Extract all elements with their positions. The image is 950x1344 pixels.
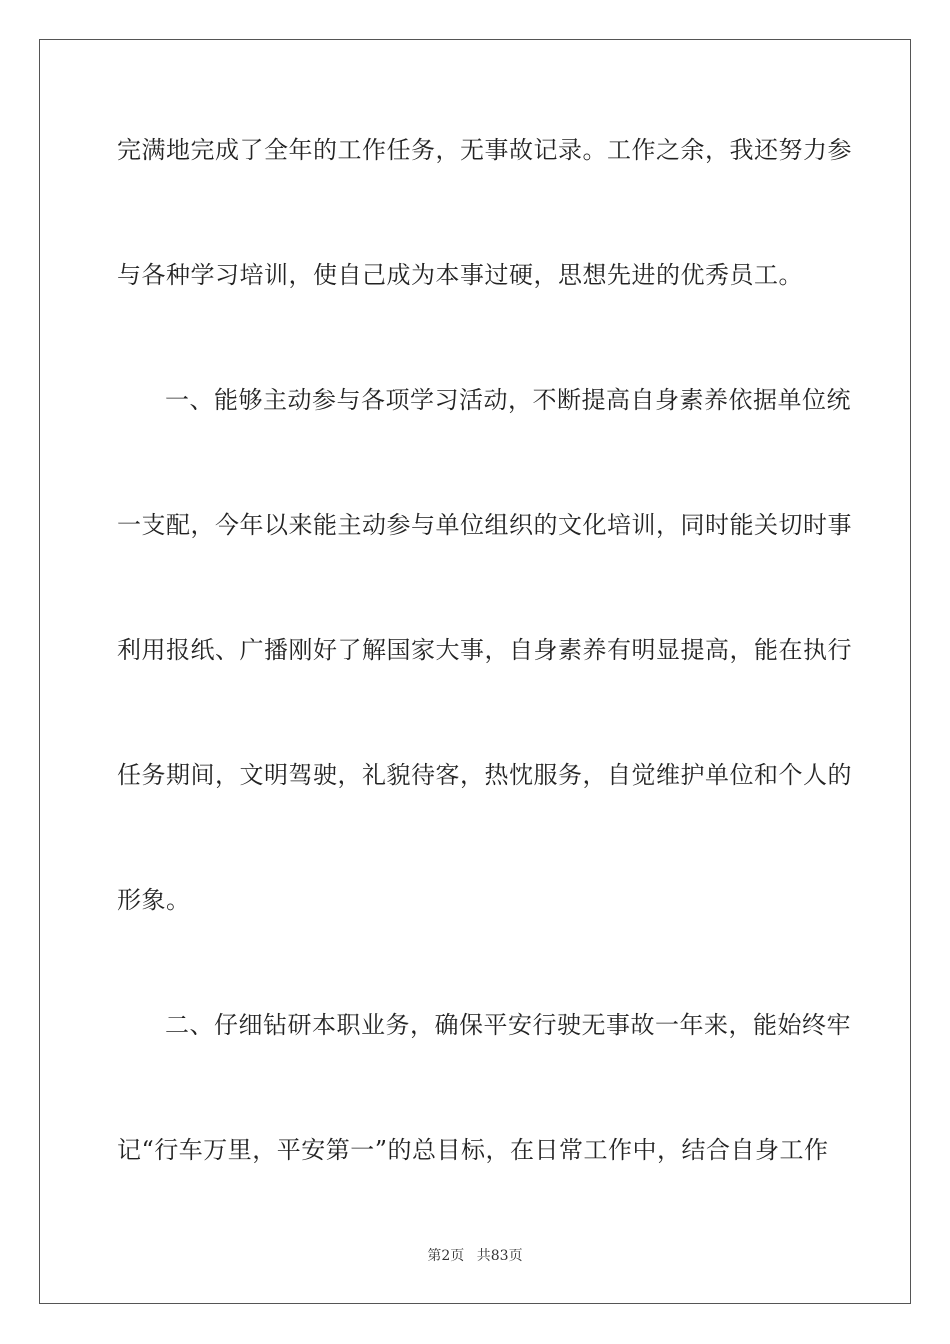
paragraph-1-line-4: 任务期间，文明驾驶，礼貌待客，热忱服务，自觉维护单位和个人的 — [117, 761, 852, 789]
page-border — [39, 39, 911, 1304]
page-number-total: 共83页 — [476, 1248, 523, 1264]
body-line-1: 完满地完成了全年的工作任务，无事故记录。工作之余，我还努力参 — [117, 136, 852, 164]
paragraph-1-line-2: 一支配，今年以来能主动参与单位组织的文化培训，同时能关切时事 — [117, 511, 852, 539]
paragraph-1-line-5: 形象。 — [117, 886, 191, 914]
paragraph-2-line-2: 记“行车万里，平安第一”的总目标，在日常工作中，结合自身工作 — [117, 1136, 829, 1164]
page-number-current: 第2页 — [427, 1248, 465, 1264]
paragraph-1-line-1: 一、能够主动参与各项学习活动，不断提高自身素养依据单位统 — [165, 386, 851, 414]
page-footer — [0, 1247, 950, 1265]
body-line-2: 与各种学习培训，使自己成为本事过硬，思想先进的优秀员工。 — [117, 261, 803, 289]
paragraph-1-line-3: 利用报纸、广播刚好了解国家大事，自身素养有明显提高，能在执行 — [117, 636, 852, 664]
paragraph-2-line-1: 二、仔细钻研本职业务，确保平安行驶无事故一年来，能始终牢 — [165, 1011, 851, 1039]
